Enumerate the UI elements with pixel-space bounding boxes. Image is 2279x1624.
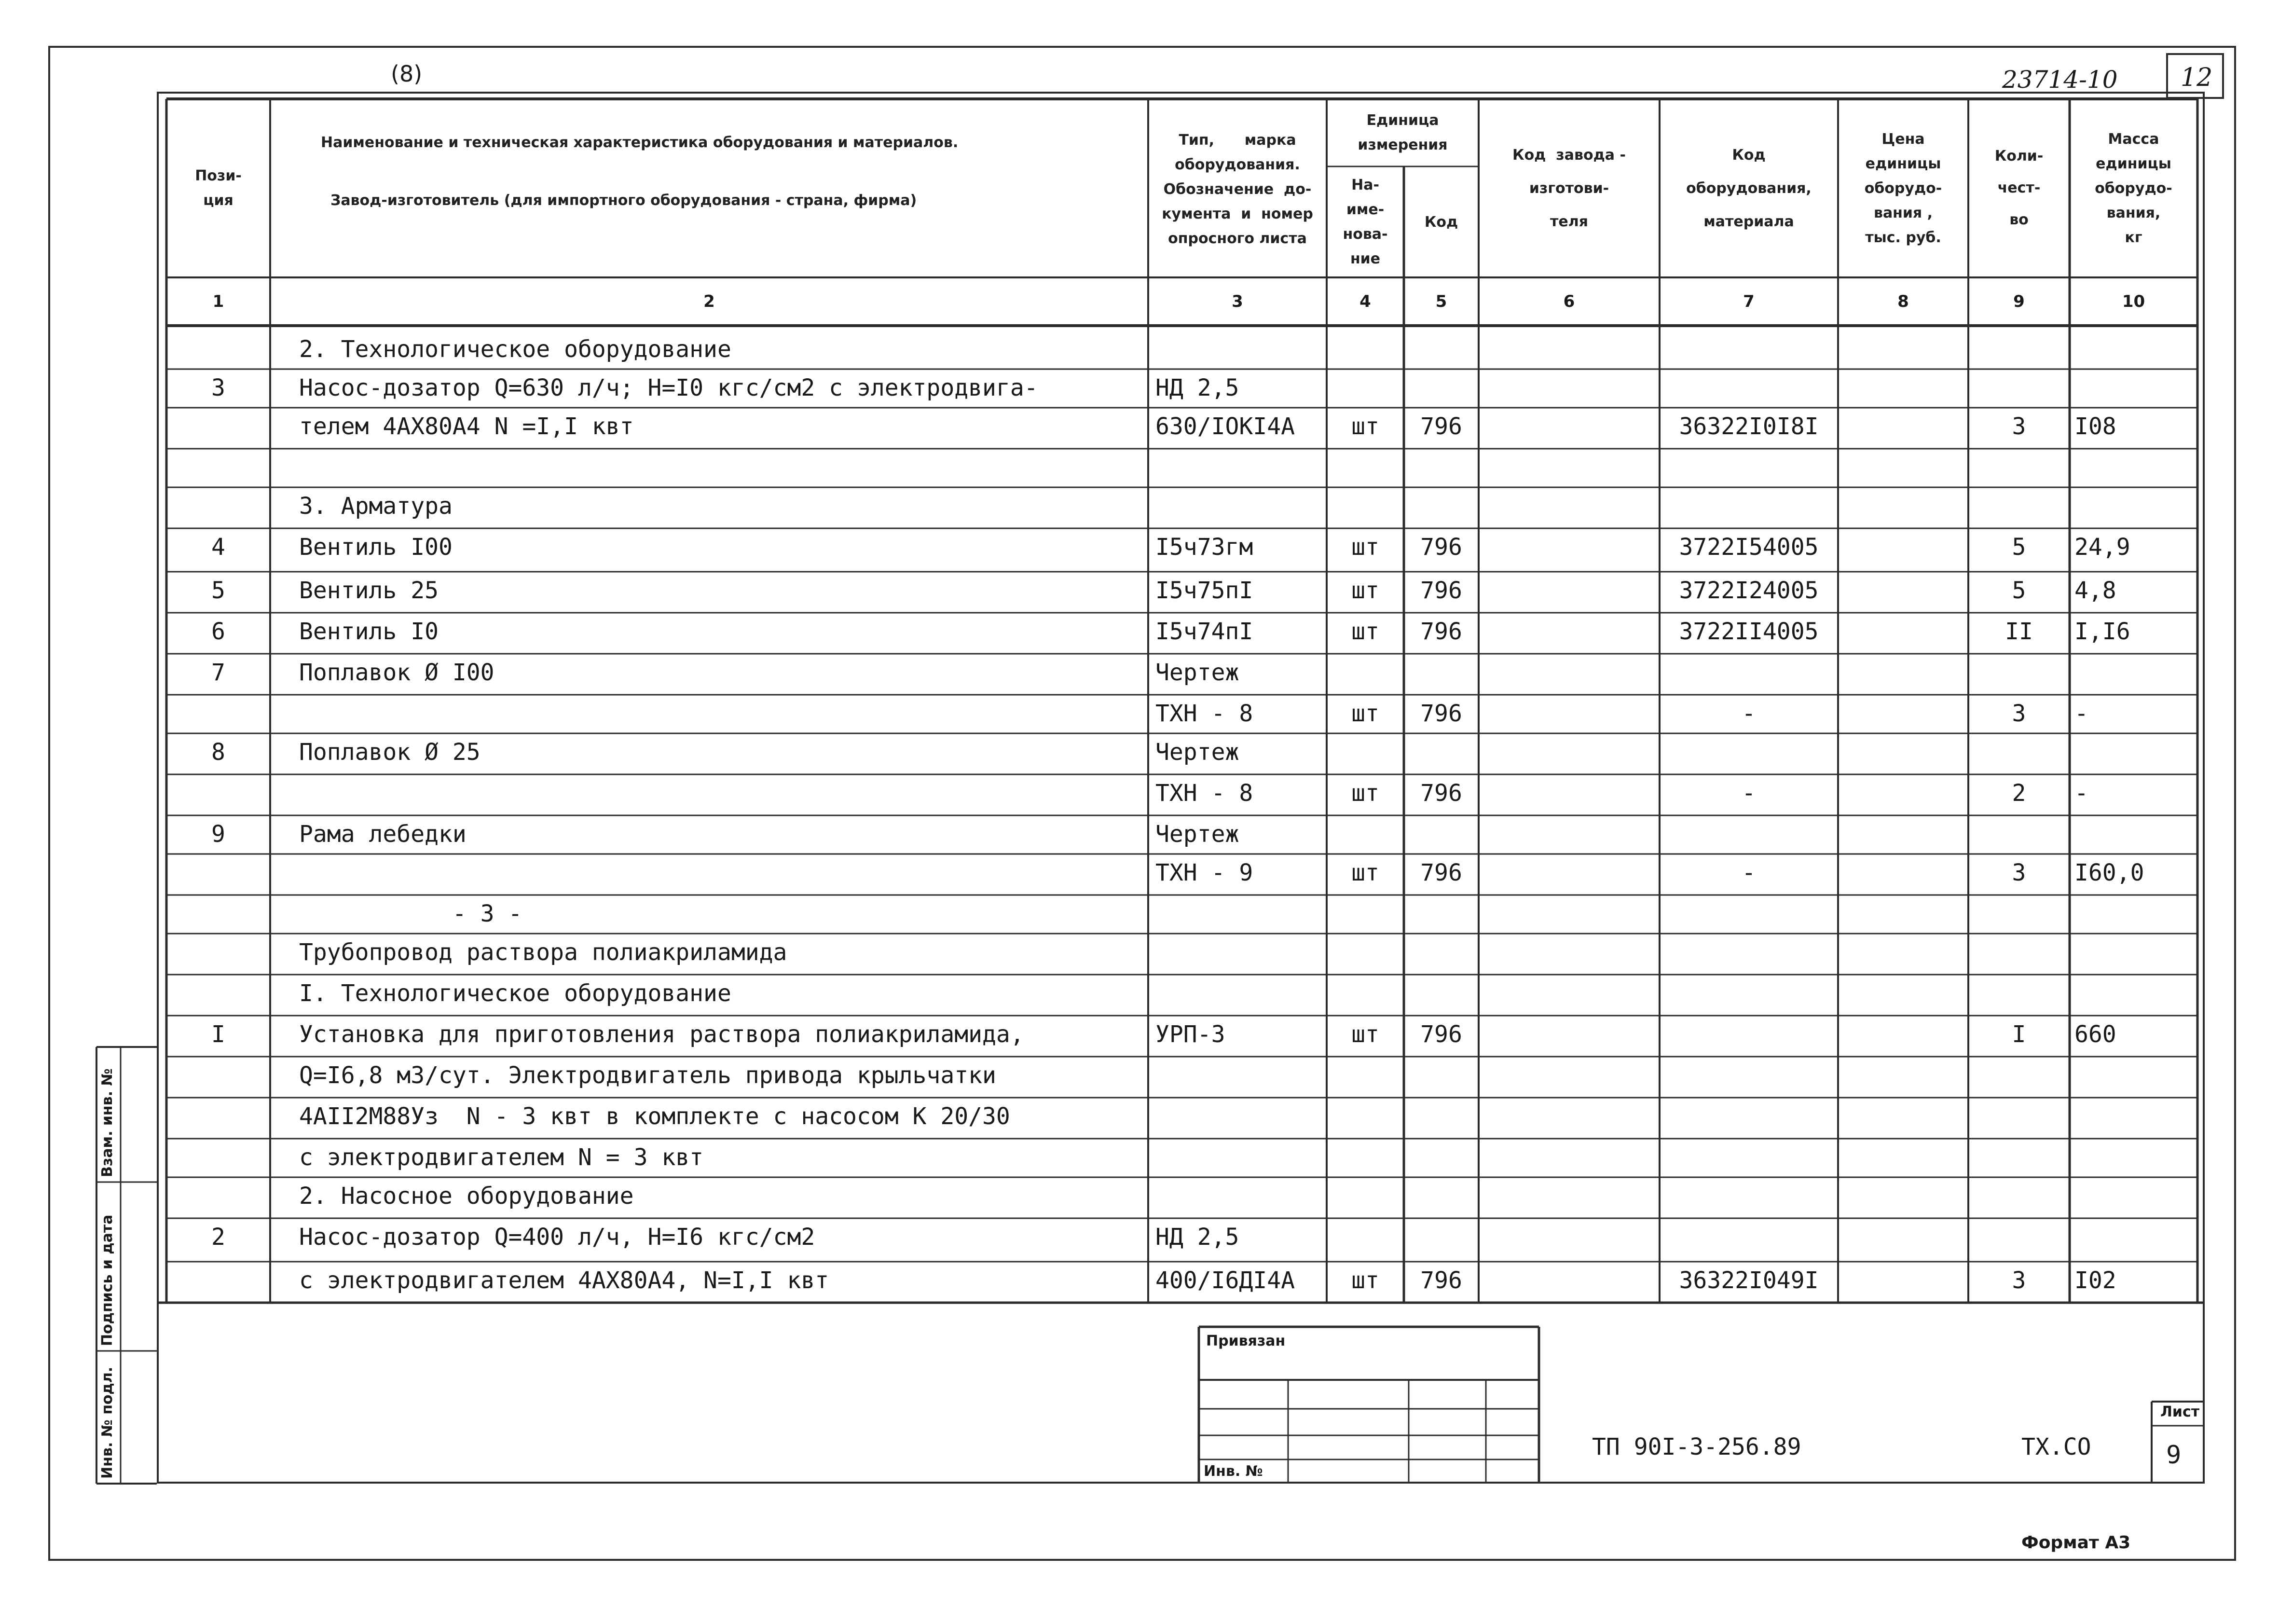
table-cell-pos: 7 bbox=[211, 659, 225, 686]
side-label-signature-date: Подпись и дата bbox=[99, 1214, 116, 1346]
header-unit-name: На- име- нова- ние bbox=[1343, 177, 1388, 267]
table-cell-type: ТХН - 9 bbox=[1155, 859, 1253, 886]
table-cell-type: ТХН - 8 bbox=[1155, 780, 1253, 807]
colnum-9: 9 bbox=[2013, 292, 2025, 311]
table-cell-type: Чертеж bbox=[1155, 821, 1239, 848]
table-cell-name: Вентиль I00 bbox=[299, 534, 453, 561]
bound-label: Привязан bbox=[1206, 1333, 1286, 1349]
table-cell-mass: I02 bbox=[2074, 1267, 2116, 1294]
colnum-10: 10 bbox=[2122, 292, 2145, 311]
table-cell-pos: 6 bbox=[211, 618, 225, 645]
table-cell-type: 630/IОКI4А bbox=[1155, 413, 1295, 440]
table-cell-code: 796 bbox=[1420, 1021, 1462, 1048]
header-name-line1: Наименование и техническая характеристика оборудования и материалов. bbox=[321, 134, 959, 151]
table-cell-mass: 660 bbox=[2074, 1021, 2116, 1048]
table-cell-mass: - bbox=[2074, 700, 2088, 727]
table-cell-name: Насос-дозатор Q=630 л/ч; Н=I0 кгс/см2 с электродвига- bbox=[299, 374, 1038, 401]
table-cell-name: 2. Насосное оборудование bbox=[299, 1183, 634, 1210]
table-cell-mass: - bbox=[2074, 780, 2088, 807]
table-cell-pos: 5 bbox=[211, 577, 225, 604]
table-cell-pos: 8 bbox=[211, 739, 225, 766]
header-units-group: Единица измерения bbox=[1358, 112, 1448, 153]
table-cell-code: 796 bbox=[1420, 859, 1462, 886]
colnum-2: 2 bbox=[703, 292, 715, 311]
table-cell-qty: 5 bbox=[2012, 534, 2026, 561]
table-cell-pos: 2 bbox=[211, 1224, 225, 1251]
table-cell-type: НД 2,5 bbox=[1155, 374, 1239, 401]
table-cell-qty: 3 bbox=[2012, 700, 2026, 727]
table-cell-code: 796 bbox=[1420, 534, 1462, 561]
table-cell-name: Вентиль I0 bbox=[299, 618, 439, 645]
table-cell-name: Трубопровод раствора полиакриламида bbox=[299, 939, 787, 966]
table-cell-unit: шт bbox=[1351, 700, 1379, 727]
table-cell-mass: 24,9 bbox=[2074, 534, 2130, 561]
table-cell-equip: 36322I0I8I bbox=[1679, 413, 1819, 440]
header-unit-code: Код bbox=[1424, 213, 1458, 231]
table-cell-qty: 5 bbox=[2012, 577, 2026, 604]
table-cell-equip: 36322I049I bbox=[1679, 1267, 1819, 1294]
table-cell-type: 400/I6ДI4А bbox=[1155, 1267, 1295, 1294]
colnum-5: 5 bbox=[1435, 292, 1447, 311]
table-cell-type: ТХН - 8 bbox=[1155, 700, 1253, 727]
table-cell-name: 4АII2М88Уз N - 3 квт в комплекте с насосом К 20/30 bbox=[299, 1103, 1010, 1130]
table-cell-unit: шт bbox=[1351, 577, 1379, 604]
table-cell-code: 796 bbox=[1420, 780, 1462, 807]
header-name-line2: Завод-изготовитель (для импортного оборудования - страна, фирма) bbox=[330, 192, 917, 209]
table-cell-qty: I bbox=[2012, 1021, 2026, 1048]
table-cell-unit: шт bbox=[1351, 534, 1379, 561]
colnum-1: 1 bbox=[212, 292, 224, 311]
table-cell-name: Поплавок Ø I00 bbox=[299, 659, 494, 686]
table-cell-name: Насос-дозатор Q=400 л/ч, Н=I6 кгс/см2 bbox=[299, 1224, 815, 1251]
table-cell-equip: 3722I54005 bbox=[1679, 534, 1819, 561]
format-label: Формат А3 bbox=[2021, 1533, 2131, 1553]
table-cell-pos: 3 bbox=[211, 374, 225, 401]
table-cell-name: - 3 - bbox=[299, 900, 522, 927]
header-quantity: Коли- чест- во bbox=[1994, 148, 2044, 228]
table-cell-name: Рама лебедки bbox=[299, 821, 467, 848]
table-cell-unit: шт bbox=[1351, 1267, 1379, 1294]
table-cell-unit: шт bbox=[1351, 618, 1379, 645]
table-cell-equip: 3722II4005 bbox=[1679, 618, 1819, 645]
table-cell-name: 2. Технологическое оборудование bbox=[299, 336, 731, 363]
table-cell-name: Поплавок Ø 25 bbox=[299, 739, 481, 766]
table-cell-name: Установка для приготовления раствора полиакриламида, bbox=[299, 1021, 1024, 1048]
table-cell-unit: шт bbox=[1351, 780, 1379, 807]
table-cell-type: I5ч75пI bbox=[1155, 577, 1253, 604]
table-cell-qty: II bbox=[2005, 618, 2033, 645]
header-position: Пози- ция bbox=[195, 167, 242, 209]
table-cell-equip: - bbox=[1742, 859, 1756, 886]
side-label-inv-original: Инв. № подл. bbox=[99, 1366, 116, 1479]
table-cell-name: I. Технологическое оборудование bbox=[299, 980, 731, 1007]
corner-page-number: 12 bbox=[2181, 63, 2213, 92]
table-cell-name: телем 4АХ80А4 N =I,I квт bbox=[299, 413, 634, 440]
colnum-3: 3 bbox=[1232, 292, 1243, 311]
table-cell-pos: 9 bbox=[211, 821, 225, 848]
table-cell-name: с электродвигателем 4АХ80А4, N=I,I квт bbox=[299, 1267, 829, 1294]
table-cell-type: I5ч74пI bbox=[1155, 618, 1253, 645]
table-cell-name: 3. Арматура bbox=[299, 493, 453, 520]
table-cell-type: Чертеж bbox=[1155, 739, 1239, 766]
table-cell-code: 796 bbox=[1420, 577, 1462, 604]
colnum-7: 7 bbox=[1743, 292, 1755, 311]
table-cell-type: I5ч73гм bbox=[1155, 534, 1253, 561]
table-cell-type: Чертеж bbox=[1155, 659, 1239, 686]
table-cell-type: УРП-3 bbox=[1155, 1021, 1225, 1048]
document-number: 23714-10 bbox=[2002, 66, 2118, 94]
mark-code: ТХ.СО bbox=[2021, 1433, 2091, 1460]
table-cell-qty: 3 bbox=[2012, 1267, 2026, 1294]
table-cell-unit: шт bbox=[1351, 413, 1379, 440]
table-cell-type: НД 2,5 bbox=[1155, 1224, 1239, 1251]
header-price: Цена единицы оборудо- вания , тыс. руб. bbox=[1864, 130, 1942, 246]
colnum-4: 4 bbox=[1359, 292, 1371, 311]
table-cell-code: 796 bbox=[1420, 413, 1462, 440]
table-cell-mass: I,I6 bbox=[2074, 618, 2130, 645]
table-cell-qty: 3 bbox=[2012, 859, 2026, 886]
table-cell-mass: 4,8 bbox=[2074, 577, 2116, 604]
table-cell-mass: I60,0 bbox=[2074, 859, 2144, 886]
header-factory-code: Код завода - изготови- теля bbox=[1512, 146, 1626, 230]
table-cell-mass: I08 bbox=[2074, 413, 2116, 440]
inventory-label: Инв. № bbox=[1204, 1463, 1263, 1480]
table-cell-name: Вентиль 25 bbox=[299, 577, 439, 604]
table-cell-name: с электродвигателем N = 3 квт bbox=[299, 1144, 704, 1171]
table-cell-unit: шт bbox=[1351, 1021, 1379, 1048]
side-label-replace-inv: Взам. инв. № bbox=[99, 1068, 116, 1177]
sheet-label: Лист bbox=[2160, 1404, 2200, 1420]
colnum-6: 6 bbox=[1563, 292, 1575, 311]
table-cell-code: 796 bbox=[1420, 700, 1462, 727]
header-equipment-code: Код оборудования, материала bbox=[1686, 146, 1812, 230]
table-cell-qty: 2 bbox=[2012, 780, 2026, 807]
table-cell-pos: 4 bbox=[211, 534, 225, 561]
table-cell-code: 796 bbox=[1420, 1267, 1462, 1294]
table-cell-name: Q=I6,8 м3/сут. Электродвигатель привода крыльчатки bbox=[299, 1062, 996, 1089]
table-cell-code: 796 bbox=[1420, 618, 1462, 645]
doc-code: ТП 90I-3-256.89 bbox=[1592, 1433, 1801, 1460]
table-cell-equip: - bbox=[1742, 700, 1756, 727]
table-cell-unit: шт bbox=[1351, 859, 1379, 886]
table-cell-qty: 3 bbox=[2012, 413, 2026, 440]
table-cell-pos: I bbox=[211, 1021, 225, 1048]
header-mass: Масса единицы оборудо- вания, кг bbox=[2095, 130, 2172, 246]
sheet-top-number: (8) bbox=[391, 61, 423, 87]
header-type: Тип, марка оборудования. Обозначение до- кумента и номер опросного листа bbox=[1162, 132, 1313, 247]
sheet-number: 9 bbox=[2166, 1441, 2182, 1470]
table-cell-equip: - bbox=[1742, 780, 1756, 807]
table-cell-equip: 3722I24005 bbox=[1679, 577, 1819, 604]
colnum-8: 8 bbox=[1897, 292, 1909, 311]
